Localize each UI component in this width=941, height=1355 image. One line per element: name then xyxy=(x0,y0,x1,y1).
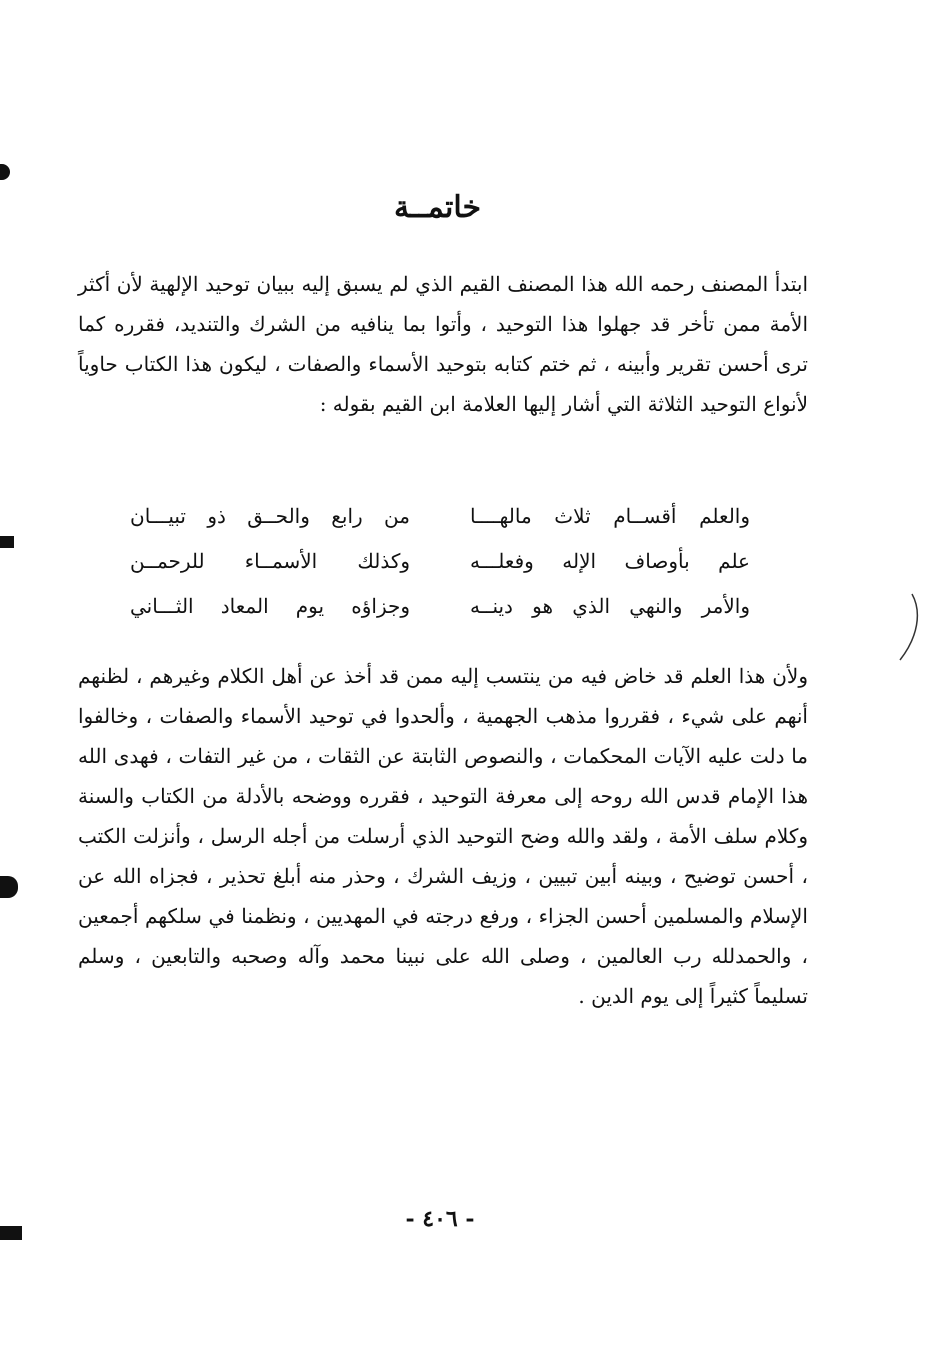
paragraph-conclusion: ولأن هذا العلم قد خاض فيه من ينتسب إليه ممن قد أخذ عن أهل الكلام وغيرهم ، لظنهم أنهم على شيء ، فقرروا مذهب الجهمية ، وألحدوا في توحيد الأسماء والصفات ، وخالفوا ما دلت عليه الآيات المحكمات ، والنصوص الثابتة عن الثقات ، من غير التفات ، فهدى الله هذا الإمام قدس الله روحه إلى معرفة التوحيد ، فقرره ووضحه بالأدلة من الكتاب والسنة وكلام سلف الأمة ، ولقد والله وضح التوحيد الذي أرسلت من أجله الرسل ، وأنزلت الكتب ، أحسن توضيح ، وبينه أبين تبيين ، وزيف الشرك ، وحذر منه أبلغ تحذير ، فجزاه الله عن الإسلام والمسلمين أحسن الجزاء ، ورفع درجته في المهديين ، ونظمنا في سلكهم أجمعين ، والحمدلله رب العالمين ، وصلى الله على نبينا محمد وآله وصحبه والتابعين ، وسلم تسليماً كثيراً إلى يوم الدين . xyxy=(78,664,808,1008)
poem-verse xyxy=(130,494,750,539)
poem-verse xyxy=(130,539,750,584)
scan-edge-mark xyxy=(0,164,10,180)
scan-edge-mark xyxy=(0,876,18,898)
scan-edge-mark xyxy=(0,1226,22,1240)
paragraph-intro: ابتدأ المصنف رحمه الله هذا المصنف القيم الذي لم يسبق إليه ببيان توحيد الإلهية لأن أكثر الأمة ممن تأخر قد جهلوا هذا التوحيد ، وأتوا بما ينافيه من الشرك والتنديد، فقرره كما ترى أحسن تقرير وأبينه ، ثم ختم كتابه بتوحيد الأسماء والصفات ، ليكون هذا الكتاب حاوياً لأنواع التوحيد الثلاثة التي أشار إليها العلامة ابن القيم بقوله : xyxy=(78,272,808,416)
verse-first-hemistich: والأمر والنهي الذي هو دينــه xyxy=(470,594,750,618)
poem xyxy=(130,494,750,629)
page-number: - ٤٠٦ - xyxy=(405,1206,475,1232)
verse-first-hemistich: والعلم أقســام ثلاث مالهــــا xyxy=(470,504,750,528)
verse-second-hemistich: وجزاؤه يوم المعاد الثـــاني xyxy=(130,594,410,618)
scan-edge-mark xyxy=(0,536,14,548)
verse-first-hemistich: علم بأوصاف الإله وفعلـــه xyxy=(470,549,750,573)
margin-pen-stroke xyxy=(898,592,922,662)
verse-second-hemistich: من رابع والحــق ذو تبيـــان xyxy=(130,504,410,528)
page-title: خاتمــة xyxy=(393,190,482,225)
verse-second-hemistich: وكذلك الأسمــاء للرحمــن xyxy=(130,549,410,573)
poem-verse xyxy=(130,584,750,629)
